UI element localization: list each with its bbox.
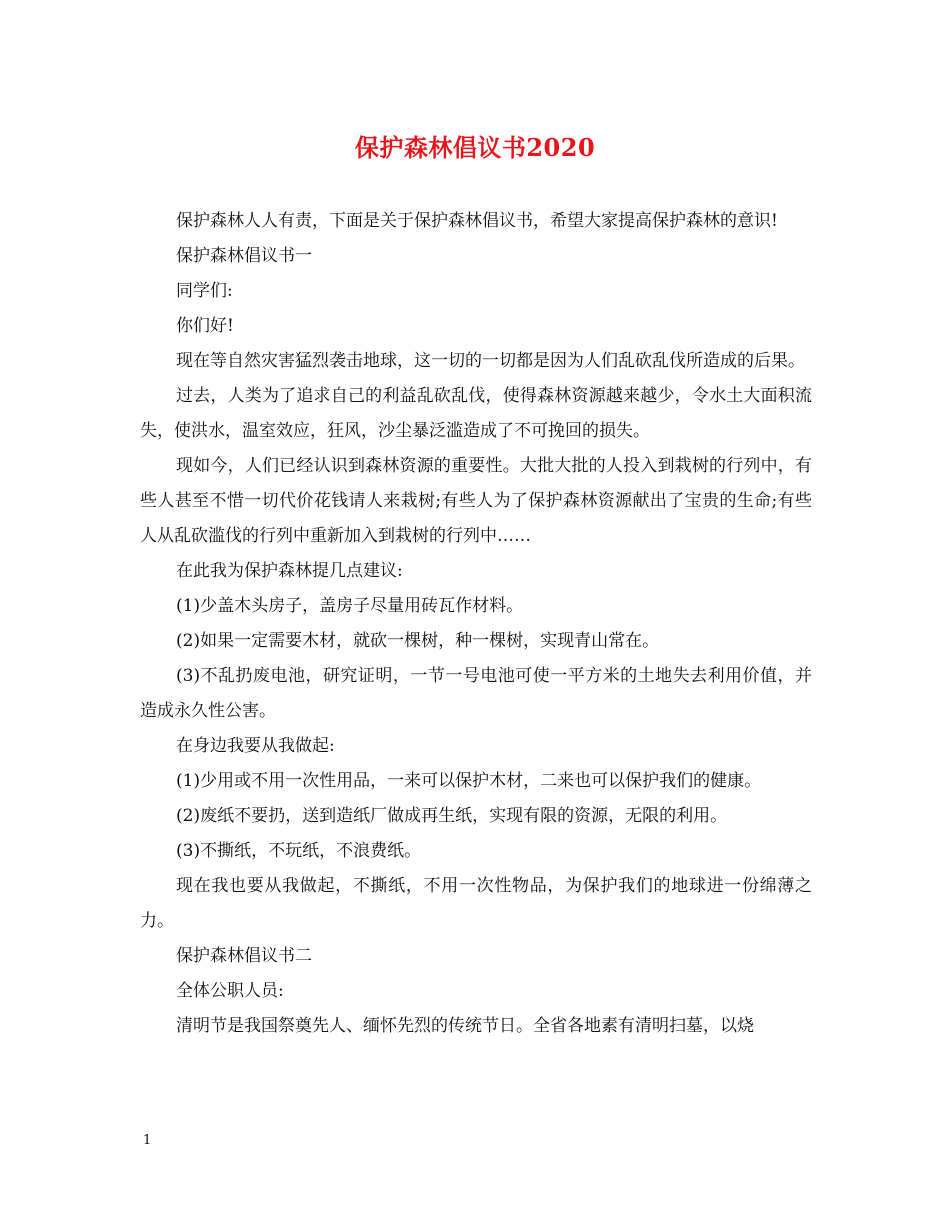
paragraph: 在身边我要从我做起:	[176, 736, 335, 756]
paragraph: (3)不撕纸，不玩纸，不浪费纸。	[176, 841, 422, 861]
paragraph: (2)如果一定需要木材，就砍一棵树，种一棵树，实现青山常在。	[176, 631, 660, 651]
paragraph: 你们好!	[176, 316, 234, 336]
paragraph: (2)废纸不要扔，送到造纸厂做成再生纸，实现有限的资源，无限的利用。	[176, 806, 728, 826]
paragraph: 现在等自然灾害猛烈袭击地球，这一切的一切都是因为人们乱砍乱伐所造成的后果。	[176, 351, 805, 371]
paragraph: (1)少用或不用一次性用品，一来可以保护木材，二来也可以保护我们的健康。	[176, 771, 762, 791]
document-title: 保护森林倡议书2020	[354, 133, 596, 162]
paragraph: 保护森林倡议书一	[176, 246, 312, 266]
paragraph: (1)少盖木头房子，盖房子尽量用砖瓦作材料。	[176, 596, 524, 616]
paragraph: 保护森林倡议书二	[176, 946, 312, 966]
paragraph: (3)不乱扔废电池，研究证明，一节一号电池可使一平方米的土地失去利用价值，并造成永久性公害。	[140, 666, 812, 721]
paragraph: 在此我为保护森林提几点建议:	[176, 561, 403, 581]
paragraph: 同学们:	[176, 281, 233, 301]
document-body	[140, 204, 812, 1044]
paragraph: 清明节是我国祭奠先人、缅怀先烈的传统节日。全省各地素有清明扫墓，以烧	[176, 1016, 754, 1036]
page-number: 1	[143, 1133, 152, 1148]
paragraph: 现在我也要从我做起，不撕纸，不用一次性物品，为保护我们的地球进一份绵薄之力。	[140, 876, 812, 931]
paragraph: 保护森林人人有责，下面是关于保护森林倡议书，希望大家提高保护森林的意识!	[176, 211, 778, 231]
paragraph: 现如今，人们已经认识到森林资源的重要性。大批大批的人投入到栽树的行列中，有些人甚至不惜一切代价花钱请人来栽树;有些人为了保护森林资源献出了宝贵的生命;有些人从乱砍滥伐的行列中重新加入到栽树的行列中……	[140, 456, 812, 546]
paragraph: 过去，人类为了追求自己的利益乱砍乱伐，使得森林资源越来越少，令水土大面积流失，使洪水，温室效应，狂风，沙尘暴泛滥造成了不可挽回的损失。	[140, 386, 812, 441]
paragraph: 全体公职人员:	[176, 981, 284, 1001]
